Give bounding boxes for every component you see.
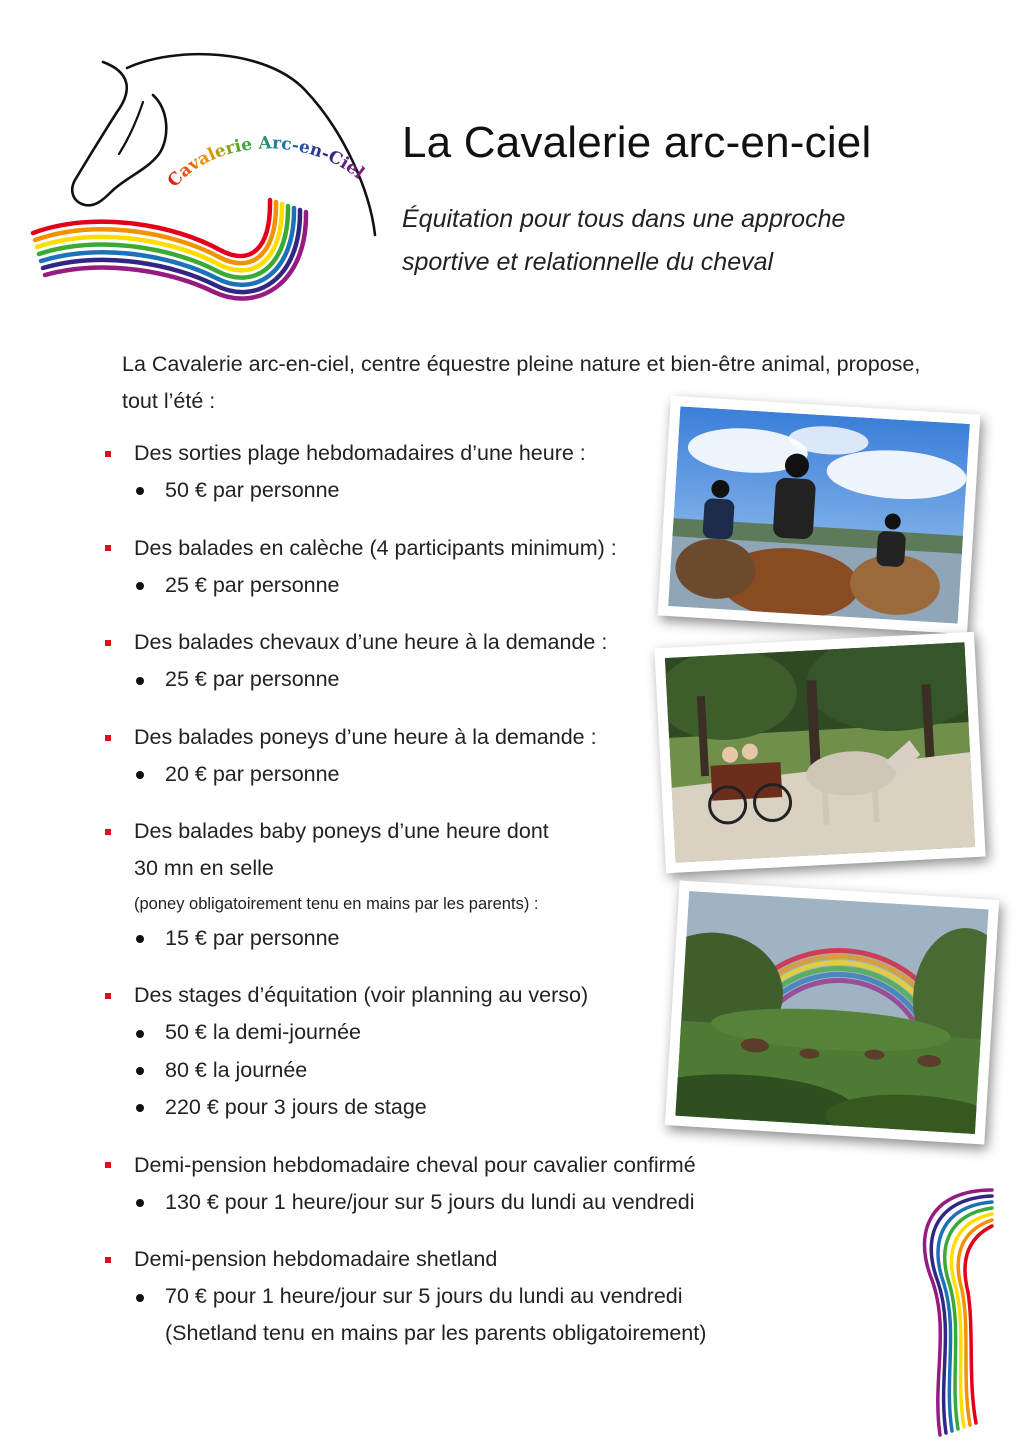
red-square-bullet-icon: [105, 451, 111, 457]
offer-price: 50 € la demi-journée: [165, 1020, 362, 1044]
rainbow-swoosh-decoration: [892, 1180, 1004, 1440]
offer-price: 25 € par personne: [165, 573, 340, 597]
photo-beach-ride: [658, 396, 981, 635]
photo-rainbow-field: [665, 880, 999, 1144]
bullet-dot-icon: [136, 771, 144, 779]
bullet-dot-icon: [136, 1030, 144, 1038]
intro-line: La Cavalerie arc-en-ciel, centre équestre pleine nature et bien-être animal, propose,: [122, 352, 921, 376]
bullet-dot-icon: [136, 677, 144, 685]
subtitle-line: sportive et relationnelle du cheval: [402, 248, 774, 276]
offer-price: 15 € par personne: [165, 926, 340, 950]
offer-title: Demi-pension hebdomadaire cheval pour cavalier confirmé: [134, 1153, 696, 1177]
offer-price: 25 € par personne: [165, 667, 340, 691]
page-title: La Cavalerie arc-en-ciel: [402, 118, 872, 167]
offer-title-line2: 30 mn en selle: [134, 856, 274, 880]
bullet-dot-icon: [136, 1294, 144, 1302]
page-subtitle: [402, 198, 922, 284]
red-square-bullet-icon: [105, 640, 111, 646]
offer-price: 20 € par personne: [165, 762, 340, 786]
bullet-dot-icon: [136, 1104, 144, 1112]
bullet-dot-icon: [136, 935, 144, 943]
subtitle-line: Équitation pour tous dans une approche: [402, 205, 846, 233]
bullet-dot-icon: [136, 1199, 144, 1207]
photo-carriage: [654, 632, 985, 873]
offer-title: Des balades baby poneys d’une heure dont: [134, 819, 549, 843]
offer-price-note: (Shetland tenu en mains par les parents obligatoirement): [165, 1321, 707, 1345]
carriage-image: [665, 642, 975, 862]
offer-title: Des stages d’équitation (voir planning au verso): [134, 983, 589, 1007]
offer-price: 130 € pour 1 heure/jour sur 5 jours du lundi au vendredi: [165, 1190, 695, 1214]
cavalerie-logo: [25, 50, 395, 310]
offer-price: 80 € la journée: [165, 1058, 308, 1082]
red-square-bullet-icon: [105, 1162, 111, 1168]
svg-text:Cavalerie Arc-en-Ciel: Cavalerie Arc-en-Ciel: [163, 133, 369, 192]
intro-line: tout l’été :: [122, 389, 216, 413]
rainbow-field-image: [675, 891, 988, 1134]
red-square-bullet-icon: [105, 829, 111, 835]
beach-ride-image: [668, 406, 970, 623]
bullet-dot-icon: [136, 582, 144, 590]
offer-title: Des balades chevaux d’une heure à la demande :: [134, 630, 608, 654]
bullet-dot-icon: [136, 487, 144, 495]
offer-note: (poney obligatoirement tenu en mains par les parents) :: [134, 895, 539, 913]
offer-title: Des sorties plage hebdomadaires d’une heure :: [134, 441, 586, 465]
red-square-bullet-icon: [105, 545, 111, 551]
offer-price: 50 € par personne: [165, 478, 340, 502]
offer-title: Des balades poneys d’une heure à la demande :: [134, 725, 597, 749]
offer-title: Demi-pension hebdomadaire shetland: [134, 1247, 498, 1271]
offer-title: Des balades en calèche (4 participants minimum) :: [134, 536, 617, 560]
bullet-dot-icon: [136, 1067, 144, 1075]
red-square-bullet-icon: [105, 1257, 111, 1263]
offer-price: 220 € pour 3 jours de stage: [165, 1095, 427, 1119]
red-square-bullet-icon: [105, 993, 111, 999]
offer-price: 70 € pour 1 heure/jour sur 5 jours du lundi au vendredi: [165, 1284, 683, 1308]
red-square-bullet-icon: [105, 735, 111, 741]
